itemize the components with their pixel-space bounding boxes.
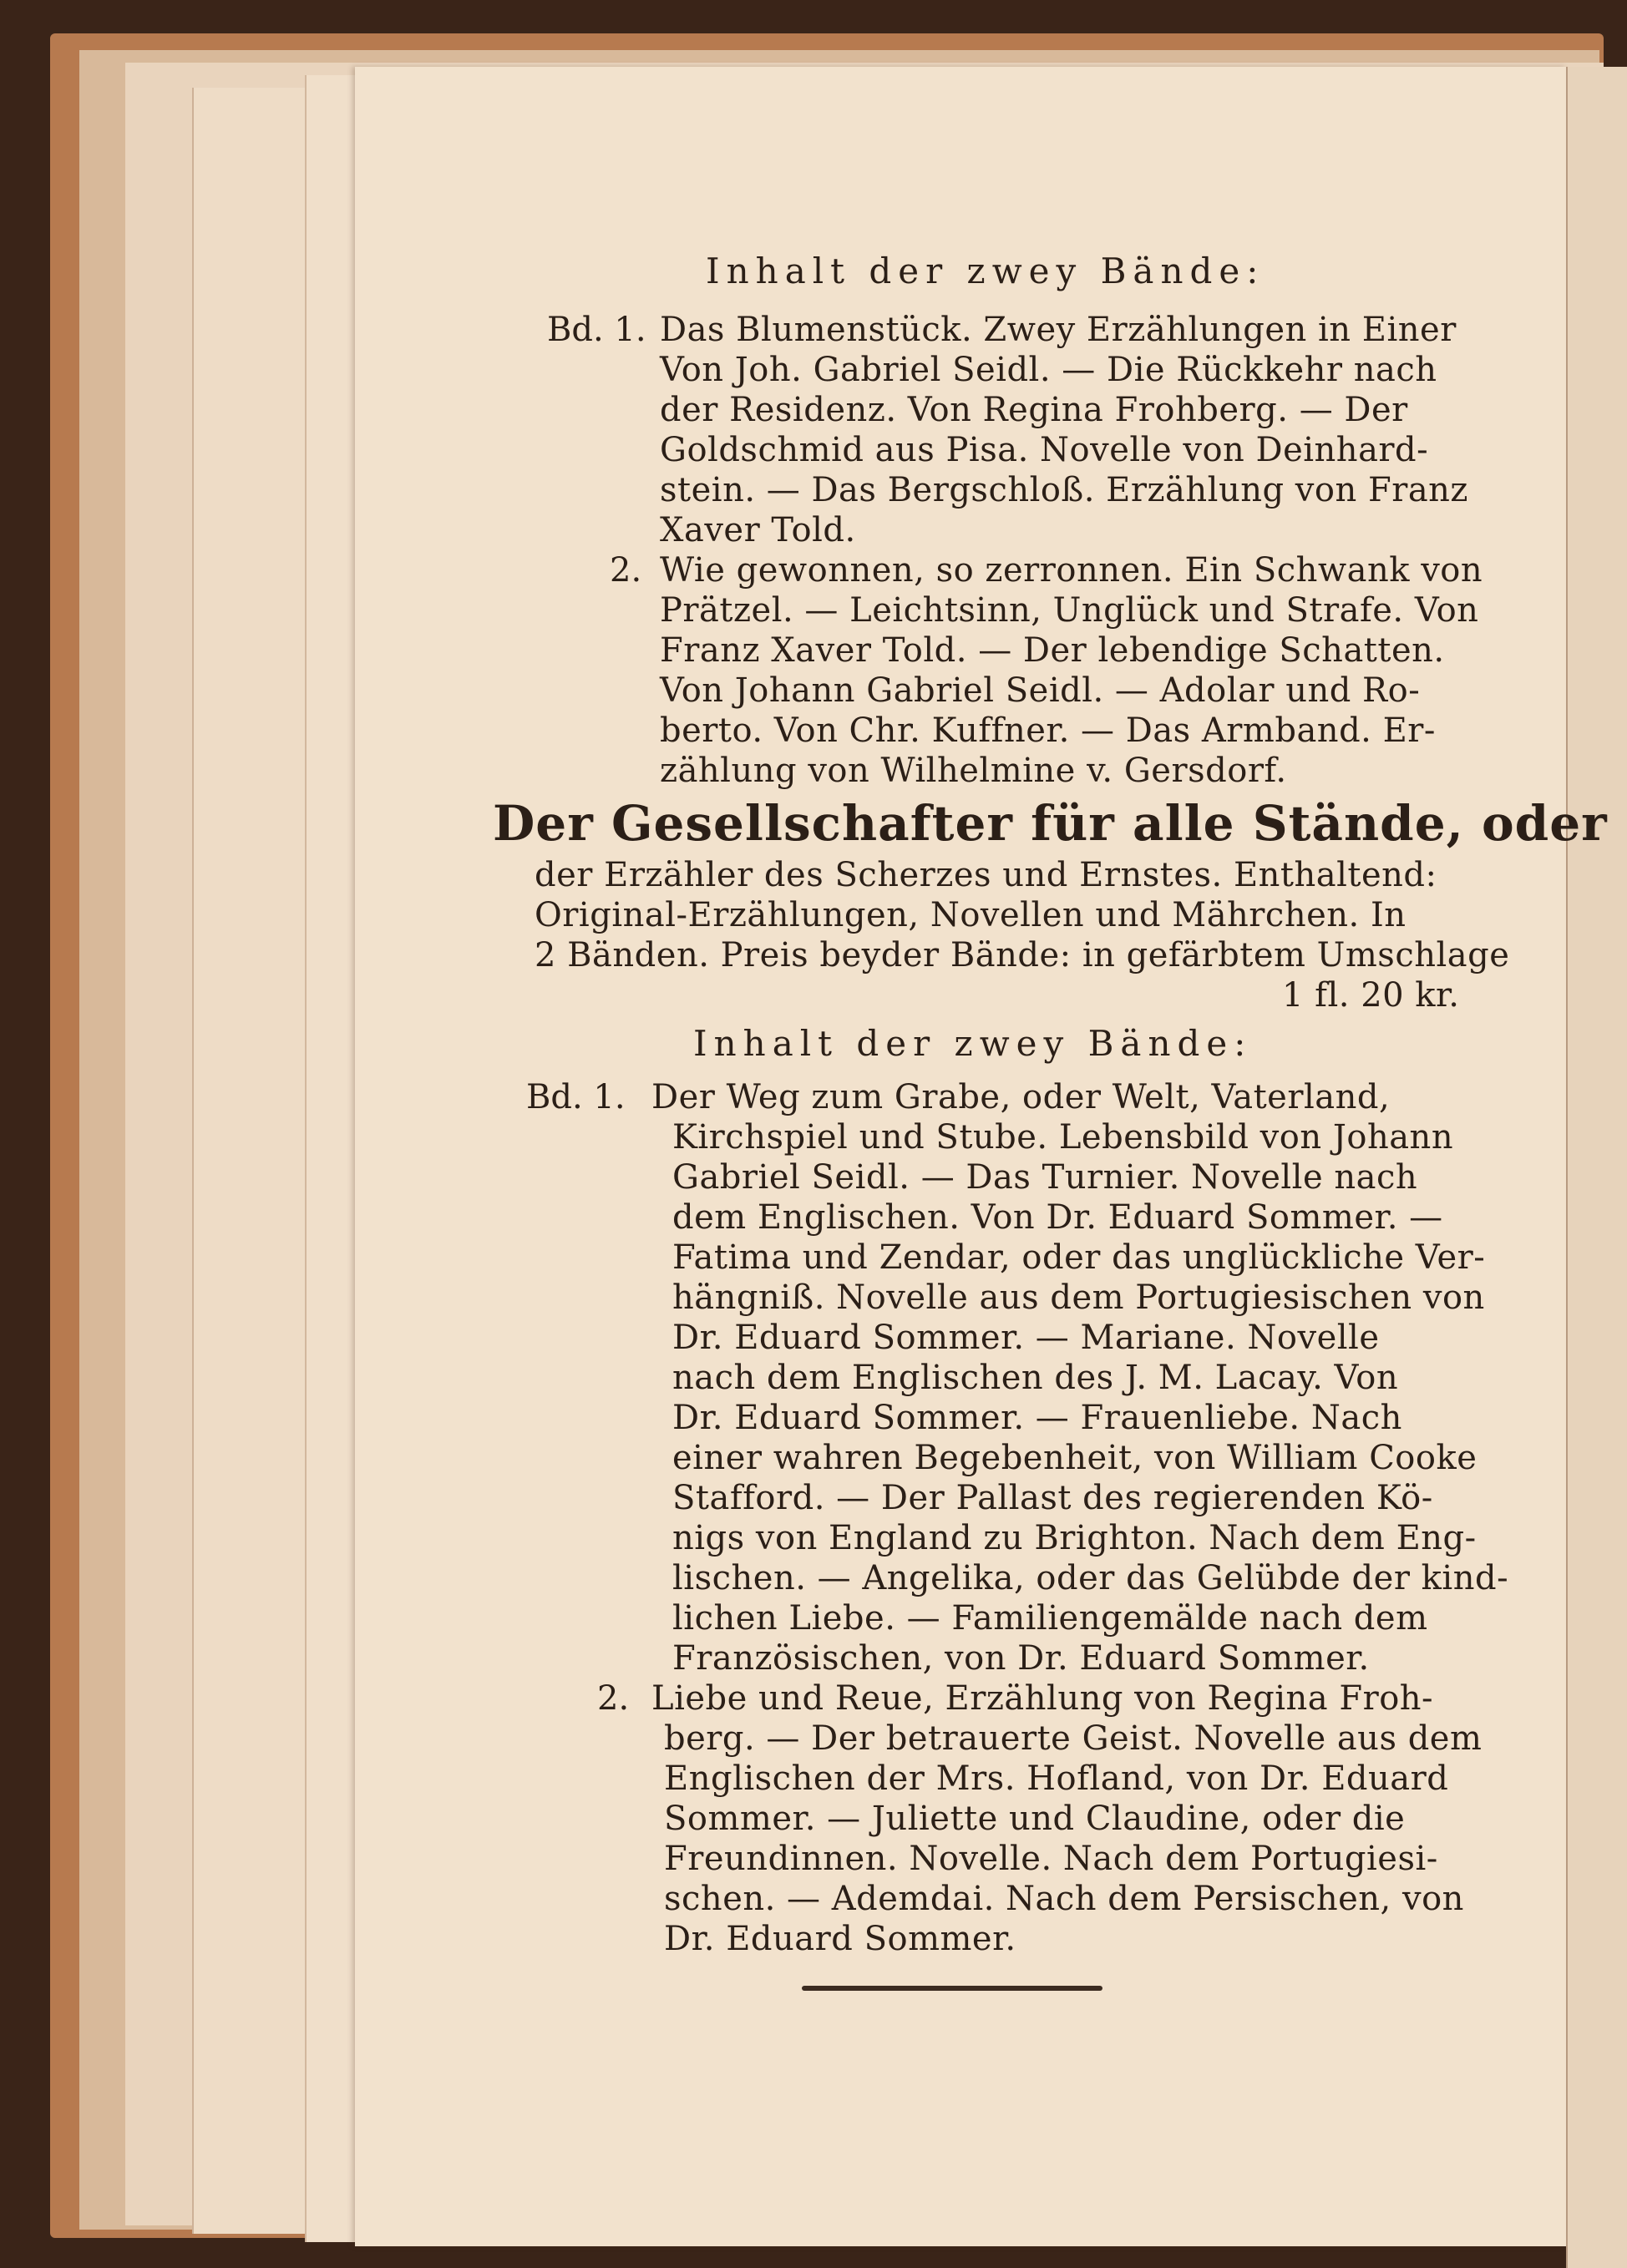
text-line: Der Weg zum Grabe, oder Welt, Vaterland, [651, 1078, 1391, 1116]
text-line: Freundinnen. Novelle. Nach dem Portugiesi- [664, 1840, 1438, 1878]
text-line: Das Blumenstück. Zwey Erzählungen in Einer [660, 311, 1457, 349]
text-line: berto. Von Chr. Kuffner. — Das Armband. Er- [660, 711, 1436, 750]
price: 1 fl. 20 kr. [1282, 976, 1460, 1015]
text-line: Wie gewonnen, so zerronnen. Ein Schwank von [660, 551, 1483, 590]
text-line: nach dem Englischen des J. M. Lacay. Von [672, 1359, 1399, 1397]
volume-label: Bd. 1. [526, 1078, 626, 1116]
text-line: Dr. Eduard Sommer. — Mariane. Novelle [672, 1319, 1380, 1357]
text-line: schen. — Ademdai. Nach dem Persischen, von [664, 1880, 1464, 1918]
text-line: Gabriel Seidl. — Das Turnier. Novelle nach [672, 1158, 1418, 1197]
text-line: Französischen, von Dr. Eduard Sommer. [672, 1639, 1370, 1678]
book-title: Der Gesellschafter für alle Stände, oder [493, 795, 1608, 852]
text-line: Fatima und Zendar, oder das unglückliche Ver- [672, 1238, 1486, 1277]
text-line: Von Johann Gabriel Seidl. — Adolar und Ro- [660, 671, 1421, 710]
text-line: lischen. — Angelika, oder das Gelübde der kind- [672, 1559, 1509, 1597]
text-line: stein. — Das Bergschloß. Erzählung von Franz [660, 471, 1468, 509]
text-line: nigs von England zu Brighton. Nach dem Eng- [672, 1519, 1477, 1557]
text-line: Sommer. — Juliette und Claudine, oder die [664, 1800, 1406, 1838]
text-line: der Residenz. Von Regina Frohberg. — Der [660, 391, 1408, 429]
section-heading: Inhalt der zwey Bände: [706, 251, 1265, 291]
text-line: zählung von Wilhelmine v. Gersdorf. [660, 752, 1287, 790]
section-heading: Inhalt der zwey Bände: [693, 1023, 1253, 1064]
text-line: Stafford. — Der Pallast des regierenden Kö- [672, 1479, 1433, 1517]
end-rule-divider [802, 1986, 1102, 1991]
text-line: 2 Bänden. Preis beyder Bände: in gefärbtem Umschlage [535, 936, 1510, 975]
text-line: dem Englischen. Von Dr. Eduard Sommer. — [672, 1198, 1443, 1237]
text-line: lichen Liebe. — Familiengemälde nach dem [672, 1599, 1428, 1638]
text-line: hängniß. Novelle aus dem Portugiesischen von [672, 1278, 1485, 1317]
text-line: Goldschmid aus Pisa. Novelle von Deinhard- [660, 431, 1429, 469]
text-line: Von Joh. Gabriel Seidl. — Die Rückkehr nach [660, 351, 1437, 389]
text-line: Dr. Eduard Sommer. — Frauenliebe. Nach [672, 1399, 1402, 1437]
text-line: Original-Erzählungen, Novellen und Mährchen. In [535, 896, 1407, 934]
text-line: einer wahren Begebenheit, von William Cooke [672, 1439, 1477, 1477]
text-line: Kirchspiel und Stube. Lebensbild von Johann [672, 1118, 1454, 1157]
text-line: Xaver Told. [660, 511, 856, 549]
text-line: Franz Xaver Told. — Der lebendige Schatten. [660, 631, 1445, 670]
text-line: Liebe und Reue, Erzählung von Regina Froh- [651, 1679, 1434, 1718]
text-line: Dr. Eduard Sommer. [664, 1920, 1016, 1958]
volume-label: Bd. 1. [547, 311, 646, 349]
volume-label: 2. [597, 1679, 630, 1718]
text-line: Englischen der Mrs. Hofland, von Dr. Eduard [664, 1759, 1449, 1798]
text-line: berg. — Der betrauerte Geist. Novelle aus dem [664, 1719, 1483, 1758]
text-line: der Erzähler des Scherzes und Ernstes. Enthaltend: [535, 856, 1437, 894]
volume-label: 2. [610, 551, 642, 590]
text-line: Prätzel. — Leichtsinn, Unglück und Strafe. Von [660, 591, 1479, 630]
